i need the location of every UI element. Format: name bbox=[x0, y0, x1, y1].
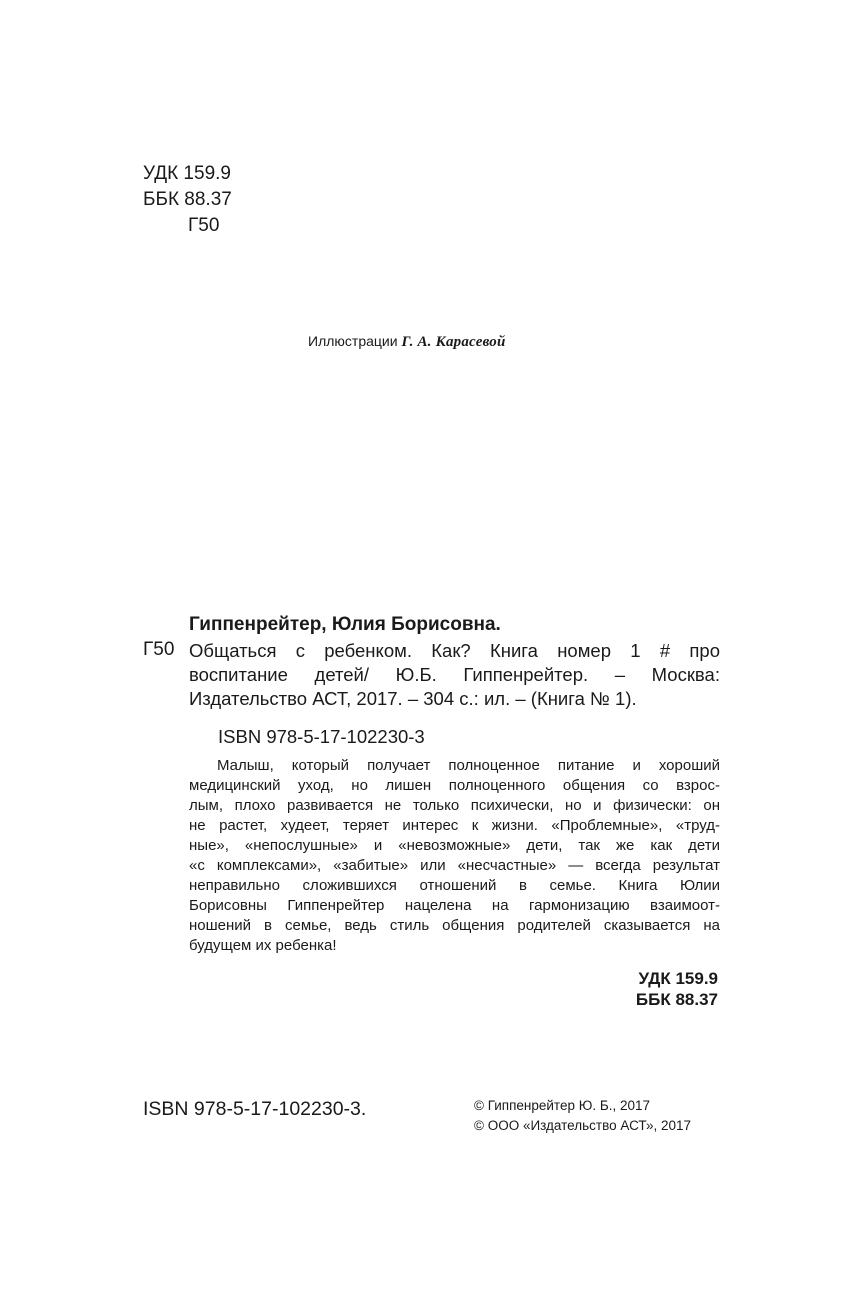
annotation-line: лым, плохо развивается не только психически, но и физически: он bbox=[189, 797, 720, 814]
annotation-line: будущем их ребенка! bbox=[189, 937, 337, 954]
annotation-line: ные», «непослушные» и «невозможные» дети, так же как дети bbox=[189, 837, 720, 854]
annotation-line: медицинский уход, но лишен полноценного общения со взрос- bbox=[189, 777, 720, 794]
udk-code: УДК 159.9 bbox=[638, 969, 718, 988]
annotation-line: Борисовны Гиппенрейтер нацелена на гармонизацию взаимоот- bbox=[189, 897, 720, 914]
description-line: воспитание детей/ Ю.Б. Гиппенрейтер. – Москва: bbox=[189, 664, 720, 685]
annotation-line: «с комплексами», «забитые» или «несчастные» — всегда результат bbox=[189, 857, 720, 874]
copyright-line: © Гиппенрейтер Ю. Б., 2017 bbox=[474, 1098, 651, 1113]
classification-bottom bbox=[560, 968, 718, 1010]
annotation-line: Малыш, который получает полноценное питание и хороший bbox=[217, 757, 720, 774]
record-author-code: Г50 bbox=[143, 639, 175, 660]
bbk-code: ББК 88.37 bbox=[635, 990, 718, 1009]
record-description bbox=[189, 639, 720, 711]
annotation bbox=[189, 756, 720, 956]
classification-top bbox=[143, 161, 232, 239]
annotation-line: неправильно сложившихся отношений в семье. Книга Юлии bbox=[189, 877, 720, 894]
author-sign: Г50 bbox=[188, 215, 220, 236]
record-isbn: ISBN 978-5-17-102230-3 bbox=[218, 726, 425, 747]
description-line: Издательство АСТ, 2017. – 304 с.: ил. – (Книга № 1). bbox=[189, 688, 637, 709]
annotation-line: не растет, худеет, теряет интерес к жизни. «Проблемные», «труд- bbox=[189, 817, 720, 834]
bbk-code: ББК 88.37 bbox=[143, 189, 232, 210]
annotation-line: ношений в семье, ведь стиль общения родителей сказывается на bbox=[189, 917, 720, 934]
illustrator-name: Г. А. Карасевой bbox=[401, 334, 506, 350]
copyright-line: © ООО «Издательство АСТ», 2017 bbox=[474, 1118, 692, 1133]
illustrations-credit bbox=[308, 333, 506, 351]
footer-isbn: ISBN 978-5-17-102230-3. bbox=[143, 1098, 367, 1120]
copyright-block bbox=[474, 1096, 691, 1136]
illustrations-prefix: Иллюстрации bbox=[308, 333, 398, 349]
description-line: Общаться с ребенком. Как? Книга номер 1 # про bbox=[189, 640, 720, 661]
udk-code: УДК 159.9 bbox=[143, 163, 231, 184]
record-author: Гиппенрейтер, Юлия Борисовна. bbox=[189, 614, 501, 635]
